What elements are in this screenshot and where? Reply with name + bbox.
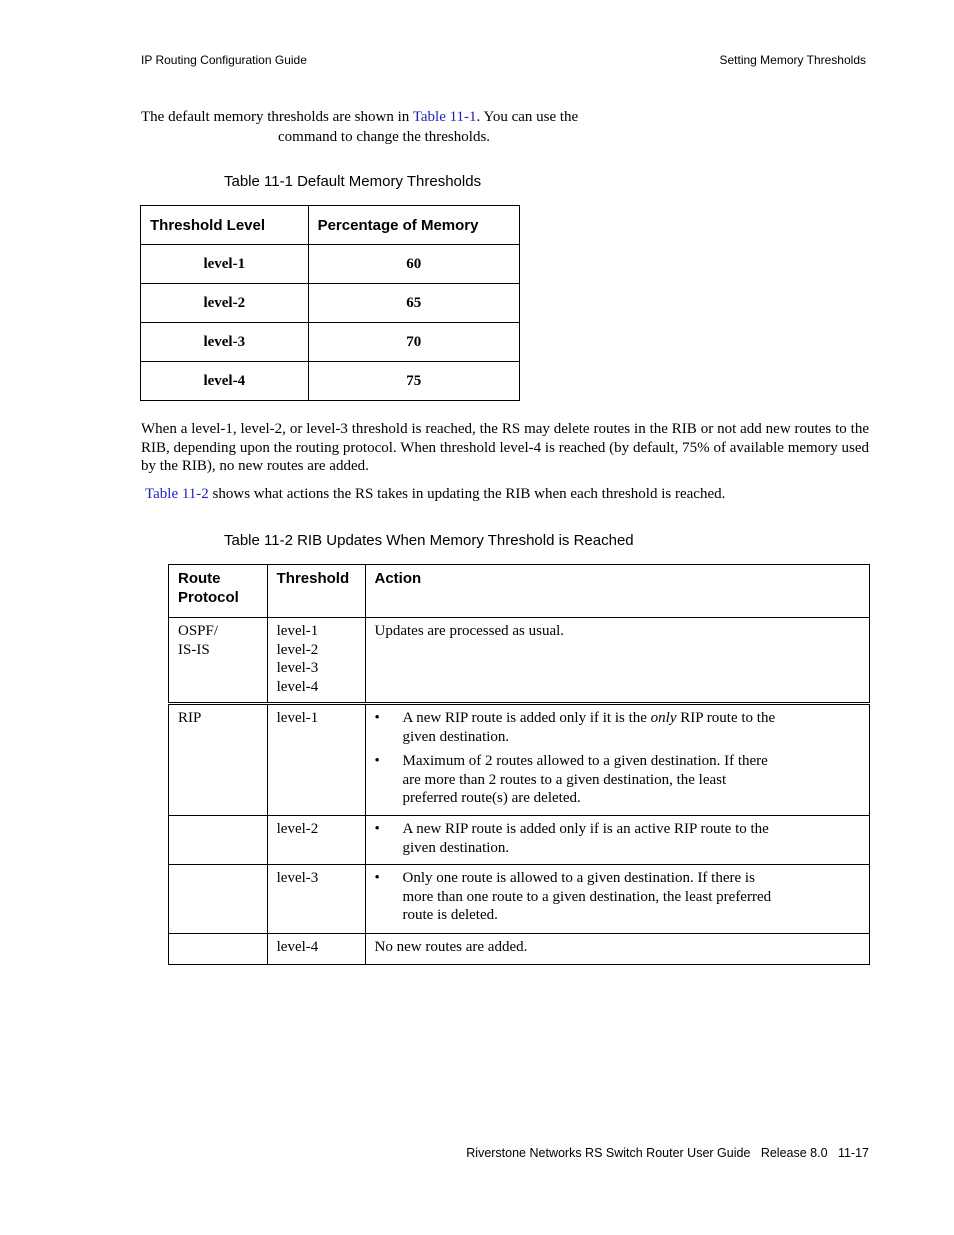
protocol-cell [169,865,268,934]
table-reference-paragraph [145,485,869,504]
rib-updates-table [168,564,870,965]
table-row [141,362,520,401]
bullet-glyph: • [374,710,380,726]
intro-line-2: command to change the thresholds. [278,128,491,145]
footer-title: Riverstone Networks RS Switch Router User Guide [466,1146,751,1160]
threshold-item: level-2 [276,641,319,658]
threshold-cell [267,618,365,704]
header-percentage-of-memory: Percentage of Memory [308,206,519,245]
table-2-caption: Table 11-2 RIB Updates When Memory Threshold is Reached [224,532,634,549]
table-row [169,816,870,865]
table-row [169,618,870,704]
threshold-cell: level-3 [267,865,365,934]
threshold-cell: level-4 [267,934,365,965]
percentage-cell: 65 [308,284,519,323]
table-row [141,245,520,284]
protocol-cell [169,816,268,865]
table-row [141,323,520,362]
bullet-item [375,752,861,808]
bullet-text: Only one route is allowed to a given destination. If there is more than one route to a given destination, the least preferred route is deleted. [402,870,772,923]
table-row [169,865,870,934]
threshold-cell: level-2 [267,816,365,865]
percentage-cell: 60 [308,245,519,284]
intro-text-pre: The default memory thresholds are shown in [141,109,413,125]
table-1-caption: Table 11-1 Default Memory Thresholds [224,173,482,190]
running-header-left: IP Routing Configuration Guide [141,53,307,67]
threshold-item: level-4 [276,678,319,695]
table-11-2-link[interactable]: Table 11-2 [145,486,209,502]
protocol-cell [169,618,268,704]
action-cell [365,816,870,865]
bullet-glyph: • [374,821,380,837]
protocol-line-1: OSPF/ [178,623,219,639]
threshold-level-cell: level-2 [141,284,309,323]
bullet-text-emphasis: only [650,710,677,726]
intro-text-post: . You can use the [476,109,579,125]
protocol-cell: RIP [169,704,268,816]
table-header-row [169,565,870,618]
table-11-1-link[interactable]: Table 11-1 [412,109,477,125]
table-row [169,934,870,965]
bullet-text: A new RIP route is added only if is an active RIP route to the given destination. [402,821,769,856]
action-cell [365,704,870,816]
header-threshold-level: Threshold Level [141,206,309,245]
protocol-line-2: IS-IS [178,641,210,658]
bullet-glyph: • [374,753,380,769]
footer-page-number: 11-17 [837,1146,869,1160]
bullet-text: Maximum of 2 routes allowed to a given destination. If there are more than 2 routes to a given destination, the least preferred route(s) are deleted. [402,753,768,806]
action-cell: No new routes are added. [365,934,870,965]
threshold-level-cell: level-3 [141,323,309,362]
bullet-glyph: • [374,870,380,886]
threshold-explanation-paragraph: When a level-1, level-2, or level-3 threshold is reached, the RS may delete routes in the RIB or not add new routes to the RIB, depending upon the routing protocol. When threshold level-4 is reached (by default, 75% of available memory used by the RIB), no new routes are added. [141,421,869,474]
percentage-cell: 75 [308,362,519,401]
threshold-level-cell: level-1 [141,245,309,284]
intro-paragraph [141,108,621,146]
threshold-item: level-3 [276,660,319,676]
header-threshold: Threshold [267,565,365,618]
threshold-level-cell: level-4 [141,362,309,401]
footer-release: Release 8.0 [760,1146,828,1160]
table-reference-text: shows what actions the RS takes in updating the RIB when each threshold is reached. [208,486,726,502]
bullet-item [375,820,861,857]
bullet-item [375,869,861,925]
bullet-text-pre: A new RIP route is added only if it is the [402,710,651,726]
action-cell: Updates are processed as usual. [365,618,870,704]
default-memory-thresholds-table [140,205,520,401]
table-row [169,704,870,816]
page-footer [466,1146,869,1160]
bullet-item [375,709,861,746]
action-cell [365,865,870,934]
running-header-right: Setting Memory Thresholds [719,53,866,67]
bullet-text-post: RIP route to the given destination. [402,710,776,745]
protocol-cell [169,934,268,965]
table-row [141,284,520,323]
threshold-cell: level-1 [267,704,365,816]
threshold-item: level-1 [276,623,319,639]
header-route-protocol: Route Protocol [169,565,268,618]
header-action: Action [365,565,870,618]
table-header-row [141,206,520,245]
percentage-cell: 70 [308,323,519,362]
